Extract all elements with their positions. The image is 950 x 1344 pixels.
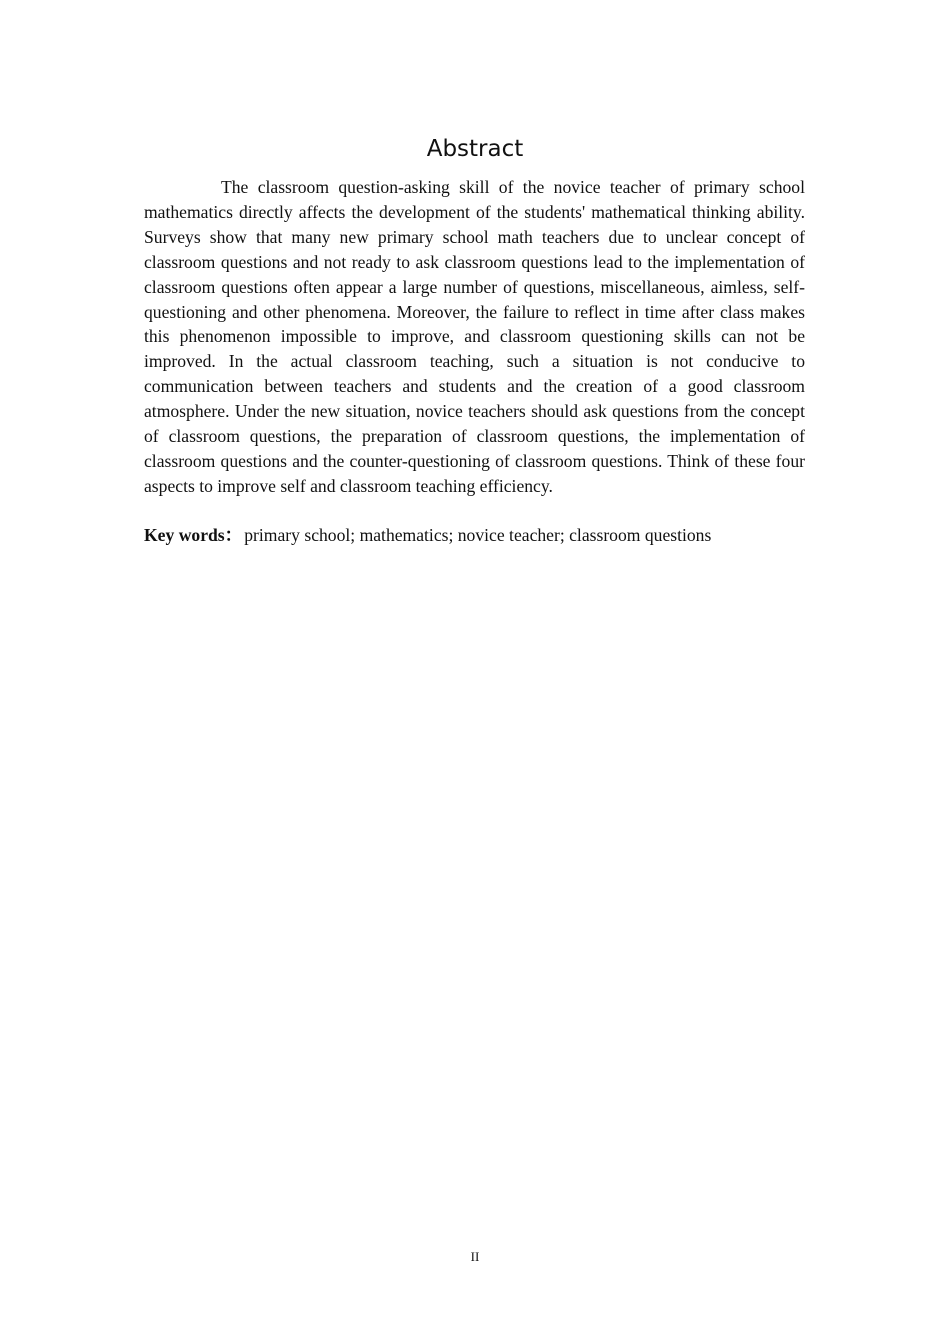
keywords-value: primary school; mathematics; novice teacher; classroom questions xyxy=(244,525,712,545)
keywords-colon: ： xyxy=(224,525,243,545)
keywords-label: Key words xyxy=(144,525,225,545)
keywords-line xyxy=(144,523,805,548)
abstract-title: Abstract xyxy=(426,136,524,162)
abstract-paragraph: The classroom question-asking skill of the novice teacher of primary school mathematics directly affects the development of the students' mathematical thinking ability. Surveys show that many new primary school math teachers due to unclear concept of classroom questions and not ready to ask classroom questions lead to the implementation of classroom questions often appear a large number of questions, miscellaneous, aimless, self-questioning and other phenomena. Moreover, the failure to reflect in time after class makes this phenomenon impossible to improve, and classroom questioning skills can not be improved. In the actual classroom teaching, such a situation is not conducive to communication between teachers and students and the creation of a good classroom atmosphere. Under the new situation, novice teachers should ask questions from the concept of classroom questions, the preparation of classroom questions, the implementation of classroom questions and the counter-questioning of classroom questions. Think of these four aspects to improve self and classroom teaching efficiency. xyxy=(144,177,805,496)
page-number: II xyxy=(470,1249,480,1264)
